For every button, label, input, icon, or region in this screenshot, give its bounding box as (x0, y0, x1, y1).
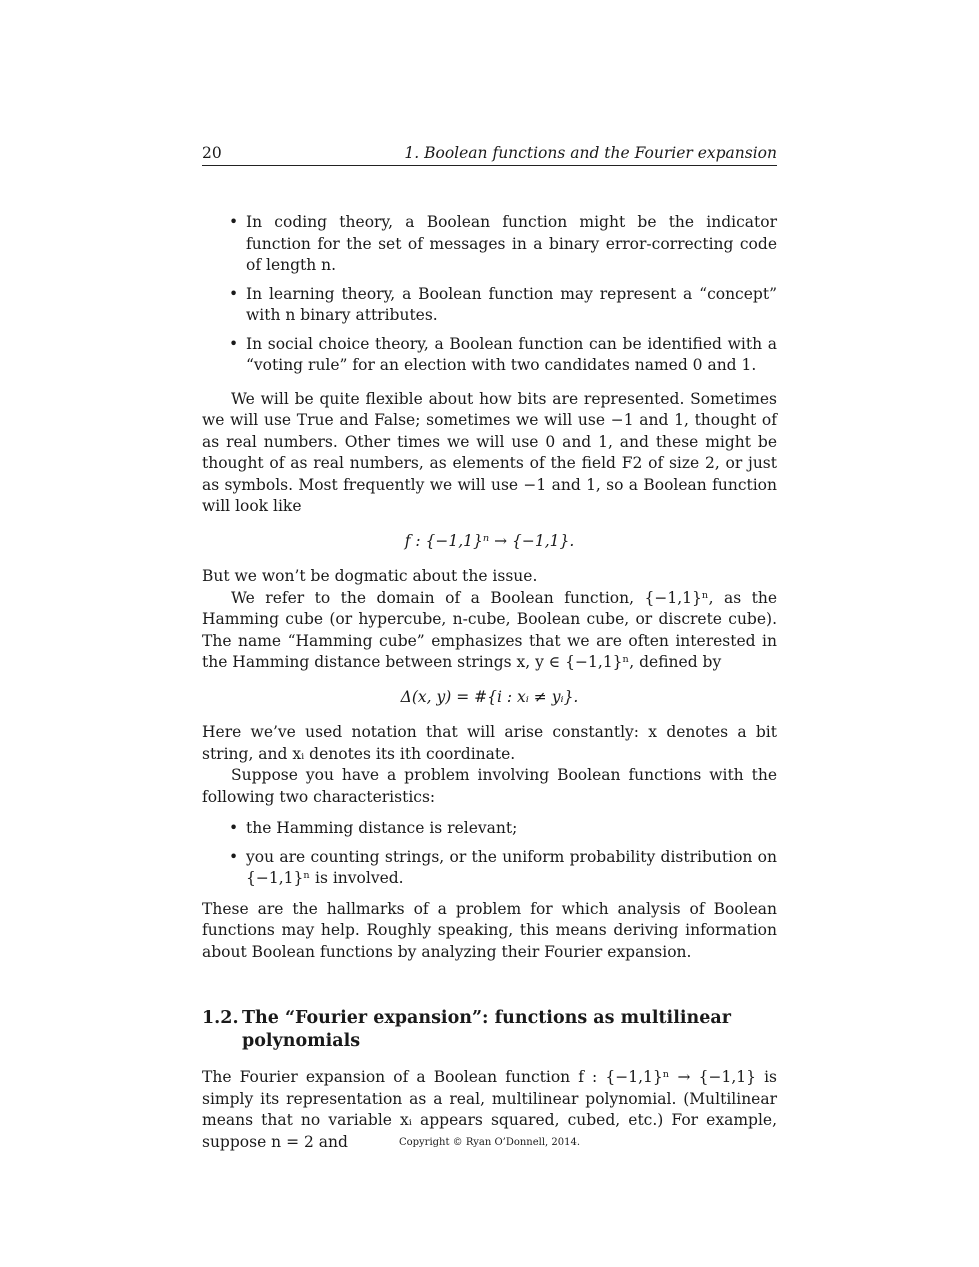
paragraph: We refer to the domain of a Boolean function, {−1,1}ⁿ, as the Hamming cube (or hypercube, n-cube, Boolean cube, or discrete cube). The name “Hamming cube” emphasizes that we are often interested in the Hamming distance between strings x, y ∈ {−1,1}ⁿ, defined by (202, 588, 777, 671)
section-title-line2: polynomials (242, 1031, 361, 1051)
section-number: 1.2. (202, 1008, 239, 1028)
chapter-title: 1. Boolean functions and the Fourier expansion (404, 144, 777, 162)
paragraph: Here we’ve used notation that will arise constantly: x denotes a bit string, and xᵢ denotes its ith coordinate. (202, 723, 777, 763)
list-item: • In coding theory, a Boolean function might be the indicator function for the set of messages in a binary error-correcting code of length n. (202, 212, 777, 277)
list-item: • In social choice theory, a Boolean function can be identified with a “voting rule” for an election with two candidates named 0 and 1. (202, 334, 777, 377)
paragraph: But we won’t be dogmatic about the issue. (202, 567, 538, 585)
paragraph: We will be quite flexible about how bits are represented. Sometimes we will use True and False; sometimes we will use −1 and 1, thought of as real numbers. Other times we will use 0 and 1, and these might be thought of as real numbers, as elements of the field F2 of size 2, or just as symbols. Most frequently we will use −1 and 1, so a Boolean function will look like (202, 389, 777, 515)
list-item: • you are counting strings, or the uniform probability distribution on {−1,1}ⁿ is involved. (202, 847, 777, 890)
page-content (202, 144, 777, 1153)
paragraph: These are the hallmarks of a problem for which analysis of Boolean functions may help. Roughly speaking, this means deriving information about Boolean functions by analyzing their Fourier expansion. (202, 899, 777, 961)
list-item: • the Hamming distance is relevant; (202, 818, 777, 840)
bullet-list-applications (202, 212, 777, 377)
copyright-footer: Copyright © Ryan O’Donnell, 2014. (398, 1137, 581, 1148)
page-number: 20 (202, 144, 222, 162)
bullet-list-characteristics (202, 818, 777, 890)
main-text (202, 212, 777, 1153)
running-header (202, 144, 777, 166)
paragraph: Suppose you have a problem involving Boolean functions with the following two characteristics: (202, 766, 777, 806)
list-item: • In learning theory, a Boolean function may represent a “concept” with n binary attributes. (202, 284, 777, 327)
section-heading (202, 1007, 777, 1053)
paragraph: The Fourier expansion of a Boolean function f : {−1,1}ⁿ → {−1,1} is simply its representation as a real, multilinear polynomial. (Multilinear means that no variable xᵢ appears squared, cubed, etc.) For example, suppose n = 2 and (202, 1068, 777, 1151)
section-title-line1: The “Fourier expansion”: functions as multilinear (242, 1008, 731, 1028)
display-equation: Δ(x, y) = #{i : xᵢ ≠ yᵢ}. (400, 687, 579, 706)
display-equation: f : {−1,1}ⁿ → {−1,1}. (404, 531, 575, 550)
